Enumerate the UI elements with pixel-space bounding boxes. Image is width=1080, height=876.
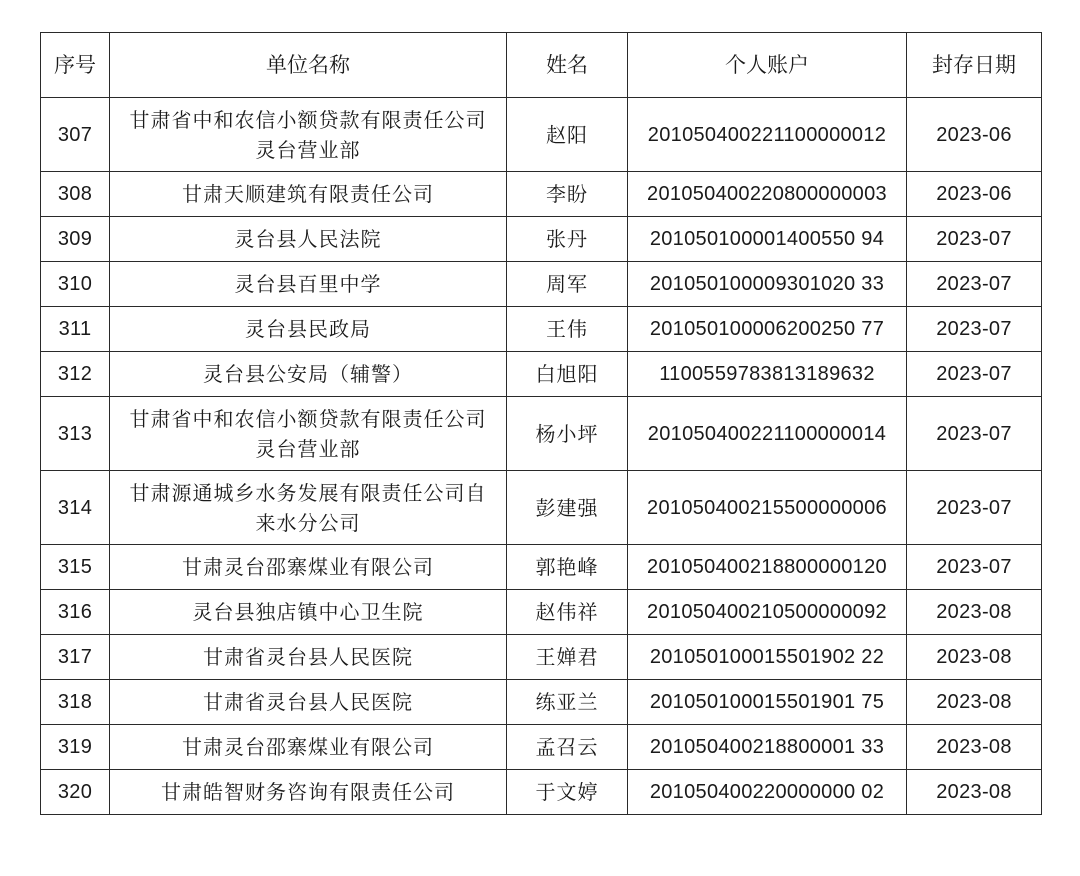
cell-seal-date: 2023-08 <box>907 635 1042 680</box>
cell-person-name: 白旭阳 <box>507 352 628 397</box>
cell-account: 201050400210500000092 <box>628 590 907 635</box>
cell-serial-no: 312 <box>41 352 110 397</box>
cell-serial-no: 313 <box>41 397 110 471</box>
cell-person-name: 赵伟祥 <box>507 590 628 635</box>
cell-serial-no: 320 <box>41 770 110 815</box>
cell-serial-no: 310 <box>41 262 110 307</box>
cell-account: 201050100015501901 75 <box>628 680 907 725</box>
header-unit-name: 单位名称 <box>110 33 507 98</box>
cell-serial-no: 307 <box>41 98 110 172</box>
cell-person-name: 于文婷 <box>507 770 628 815</box>
cell-seal-date: 2023-07 <box>907 217 1042 262</box>
cell-unit-name: 甘肃省中和农信小额贷款有限责任公司灵台营业部 <box>110 397 507 471</box>
header-serial-no: 序号 <box>41 33 110 98</box>
cell-seal-date: 2023-07 <box>907 471 1042 545</box>
cell-serial-no: 309 <box>41 217 110 262</box>
cell-account: 201050400221100000012 <box>628 98 907 172</box>
cell-unit-name: 灵台县民政局 <box>110 307 507 352</box>
header-seal-date: 封存日期 <box>907 33 1042 98</box>
header-personal-account: 个人账户 <box>628 33 907 98</box>
cell-account: 201050400218800001 33 <box>628 725 907 770</box>
cell-account: 201050100015501902 22 <box>628 635 907 680</box>
cell-account: 201050400215500000006 <box>628 471 907 545</box>
cell-person-name: 郭艳峰 <box>507 545 628 590</box>
cell-seal-date: 2023-07 <box>907 307 1042 352</box>
cell-unit-name: 甘肃源通城乡水务发展有限责任公司自来水分公司 <box>110 471 507 545</box>
cell-person-name: 孟召云 <box>507 725 628 770</box>
table-row <box>41 98 1042 172</box>
cell-account: 201050100009301020 33 <box>628 262 907 307</box>
cell-seal-date: 2023-08 <box>907 590 1042 635</box>
cell-unit-name: 甘肃皓智财务咨询有限责任公司 <box>110 770 507 815</box>
cell-unit-name: 甘肃省灵台县人民医院 <box>110 680 507 725</box>
cell-unit-name: 灵台县百里中学 <box>110 262 507 307</box>
sealed-accounts-table <box>40 32 1042 815</box>
cell-unit-name: 灵台县独店镇中心卫生院 <box>110 590 507 635</box>
table-row <box>41 590 1042 635</box>
cell-account: 201050400218800000120 <box>628 545 907 590</box>
cell-account: 201050400221100000014 <box>628 397 907 471</box>
table-row <box>41 770 1042 815</box>
cell-person-name: 李盼 <box>507 172 628 217</box>
cell-serial-no: 317 <box>41 635 110 680</box>
table-row <box>41 217 1042 262</box>
cell-account: 1100559783813189632 <box>628 352 907 397</box>
cell-unit-name: 甘肃省灵台县人民医院 <box>110 635 507 680</box>
table-row <box>41 397 1042 471</box>
cell-person-name: 彭建强 <box>507 471 628 545</box>
table-row <box>41 262 1042 307</box>
table-row <box>41 352 1042 397</box>
cell-serial-no: 316 <box>41 590 110 635</box>
cell-serial-no: 308 <box>41 172 110 217</box>
cell-seal-date: 2023-06 <box>907 172 1042 217</box>
cell-unit-name: 甘肃灵台邵寨煤业有限公司 <box>110 725 507 770</box>
cell-person-name: 张丹 <box>507 217 628 262</box>
header-person-name: 姓名 <box>507 33 628 98</box>
table-row <box>41 635 1042 680</box>
cell-serial-no: 311 <box>41 307 110 352</box>
cell-serial-no: 319 <box>41 725 110 770</box>
cell-person-name: 周军 <box>507 262 628 307</box>
cell-unit-name: 甘肃灵台邵寨煤业有限公司 <box>110 545 507 590</box>
table-row <box>41 725 1042 770</box>
table-row <box>41 680 1042 725</box>
cell-seal-date: 2023-07 <box>907 352 1042 397</box>
cell-seal-date: 2023-07 <box>907 262 1042 307</box>
cell-account: 201050400220800000003 <box>628 172 907 217</box>
cell-unit-name: 甘肃天顺建筑有限责任公司 <box>110 172 507 217</box>
cell-person-name: 杨小坪 <box>507 397 628 471</box>
cell-seal-date: 2023-07 <box>907 545 1042 590</box>
cell-account: 201050100001400550 94 <box>628 217 907 262</box>
cell-account: 201050400220000000 02 <box>628 770 907 815</box>
cell-serial-no: 315 <box>41 545 110 590</box>
cell-seal-date: 2023-06 <box>907 98 1042 172</box>
cell-seal-date: 2023-08 <box>907 770 1042 815</box>
table-row <box>41 545 1042 590</box>
cell-person-name: 练亚兰 <box>507 680 628 725</box>
cell-seal-date: 2023-07 <box>907 397 1042 471</box>
table-row <box>41 307 1042 352</box>
cell-serial-no: 314 <box>41 471 110 545</box>
table-row <box>41 471 1042 545</box>
cell-person-name: 王婵君 <box>507 635 628 680</box>
header-row <box>41 33 1042 98</box>
cell-serial-no: 318 <box>41 680 110 725</box>
cell-seal-date: 2023-08 <box>907 725 1042 770</box>
cell-seal-date: 2023-08 <box>907 680 1042 725</box>
cell-person-name: 王伟 <box>507 307 628 352</box>
cell-person-name: 赵阳 <box>507 98 628 172</box>
cell-unit-name: 灵台县人民法院 <box>110 217 507 262</box>
cell-account: 201050100006200250 77 <box>628 307 907 352</box>
cell-unit-name: 甘肃省中和农信小额贷款有限责任公司灵台营业部 <box>110 98 507 172</box>
cell-unit-name: 灵台县公安局（辅警） <box>110 352 507 397</box>
table-row <box>41 172 1042 217</box>
